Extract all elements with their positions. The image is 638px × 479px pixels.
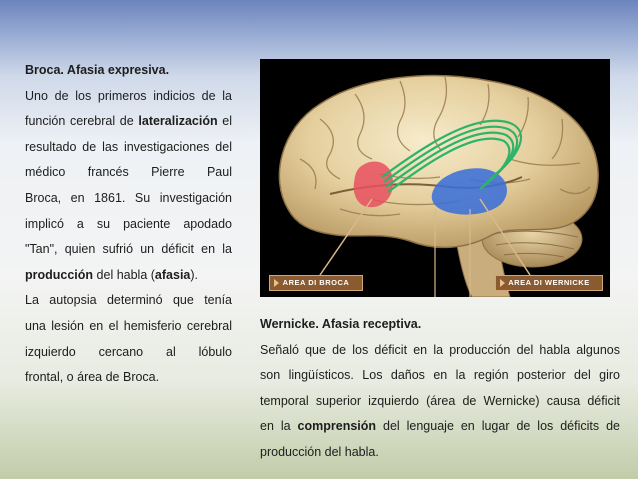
broca-line-2: función cerebral de lateralización el	[25, 114, 232, 129]
broca-line-11: izquierdo cercano al lóbulo	[25, 344, 232, 359]
wernicke-text-block	[260, 312, 620, 466]
broca-area-label: AREA DI BROCA	[269, 275, 363, 291]
wernicke-line-5: producción del habla.	[260, 444, 379, 459]
wernicke-line-1: Señaló que de los déficit en la producción del habla algunos	[260, 342, 620, 357]
broca-line-4: médico francés Pierre Paul	[25, 165, 232, 180]
arrow-right-icon	[500, 279, 505, 287]
broca-line-7: "Tan", quien sufrió un déficit en la	[25, 242, 232, 257]
broca-line-5: Broca, en 1861. Su investigación	[25, 190, 232, 205]
wernicke-area-label: AREA DI WERNICKE	[495, 275, 603, 291]
broca-line-3: resultado de las investigaciones del	[25, 139, 232, 154]
broca-line-12: frontal, o área de Broca.	[25, 370, 160, 385]
brain-illustration	[260, 59, 610, 297]
wernicke-heading: Wernicke. Afasia receptiva.	[260, 317, 422, 331]
brain-drawing	[260, 59, 610, 297]
broca-line-9: La autopsia determinó que tenía	[25, 293, 232, 308]
wernicke-line-4: en la comprensión del lenguaje en lugar de los déficits de	[260, 419, 620, 434]
wernicke-line-2: son lingüísticos. Los daños en la región posterior del giro	[260, 368, 620, 383]
broca-line-1: Uno de los primeros indicios de la	[25, 88, 232, 103]
arrow-right-icon	[274, 279, 279, 287]
broca-heading: Broca. Afasia expresiva.	[25, 63, 170, 77]
broca-line-8: producción del habla (afasia).	[25, 267, 199, 282]
broca-line-10: una lesión en el hemisferio cerebral	[25, 318, 232, 333]
broca-text-block	[25, 58, 232, 391]
broca-line-6: implicó a su paciente apodado	[25, 216, 232, 231]
wernicke-line-3: temporal superior izquierdo (área de Wernicke) causa déficit	[260, 393, 620, 408]
